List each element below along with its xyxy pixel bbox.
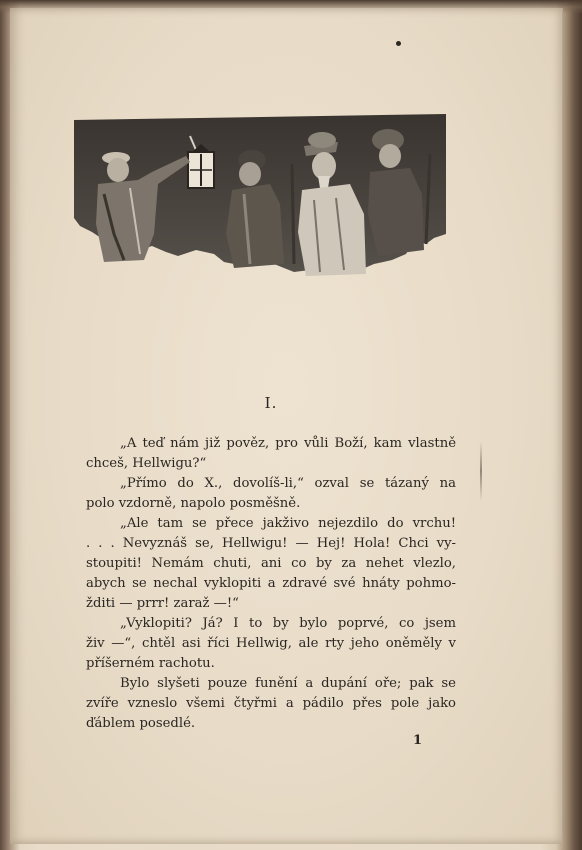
text-line: živ —“, chtěl asi říci Hellwig, ale rty jeho oněměly v xyxy=(86,636,456,651)
pencil-mark xyxy=(480,441,482,501)
text-line: „Přímo do X., dovolíš-li,“ ozval se tázaný na xyxy=(120,476,456,491)
paragraph xyxy=(86,614,456,634)
paragraph-continuation xyxy=(86,654,456,674)
text-line: polo vzdorně, napolo posměšně. xyxy=(86,496,301,511)
text-line: „Ale tam se přece jakživo nejezdilo do vrchu! xyxy=(120,516,456,531)
text-line: žditi — prrr! zaraž —!“ xyxy=(86,596,239,611)
paragraph-continuation xyxy=(86,634,456,654)
text-line: ďáblem posedlé. xyxy=(86,716,196,731)
page-number: 1 xyxy=(413,733,423,748)
paragraph xyxy=(86,434,456,454)
paragraph-continuation xyxy=(86,574,456,594)
paragraph xyxy=(86,514,456,534)
book-page xyxy=(10,8,563,844)
text-line: abych se nechal vyklopiti a zdravé své hnáty pohmo- xyxy=(86,576,456,591)
paragraph-continuation xyxy=(86,454,456,474)
text-line: „A teď nám již pověz, pro vůli Boží, kam vlastně xyxy=(120,436,456,451)
text-line: příšerném rachotu. xyxy=(86,656,215,671)
paragraph-continuation xyxy=(86,594,456,614)
paragraph-continuation xyxy=(86,694,456,714)
chapter-number: I. xyxy=(264,394,278,412)
paragraph-continuation xyxy=(86,554,456,574)
paragraph xyxy=(86,474,456,494)
text-line: zvíře vzneslo všemi čtyřmi a pádilo přes pole jako xyxy=(86,696,456,711)
ink-speck xyxy=(396,41,401,46)
text-line: stoupiti! Nemám chuti, ani co by za nehet vlezlo, xyxy=(86,556,456,571)
text-line: Bylo slyšeti pouze funění a dupání oře; pak se xyxy=(120,676,456,691)
text-line: . . . Nevyznáš se, Hellwigu! — Hej! Hola! Chci vy- xyxy=(86,536,456,551)
paragraph-continuation xyxy=(86,494,456,514)
body-text xyxy=(86,434,456,734)
text-line: chceš, Hellwigu?“ xyxy=(86,456,207,471)
text-line: „Vyklopiti? Já? I to by bylo poprvé, co jsem xyxy=(120,616,456,631)
chapter-illustration xyxy=(74,114,446,284)
paragraph-continuation xyxy=(86,534,456,554)
paragraph-continuation xyxy=(86,714,456,734)
night-scene-engraving xyxy=(74,114,446,284)
paragraph xyxy=(86,674,456,694)
